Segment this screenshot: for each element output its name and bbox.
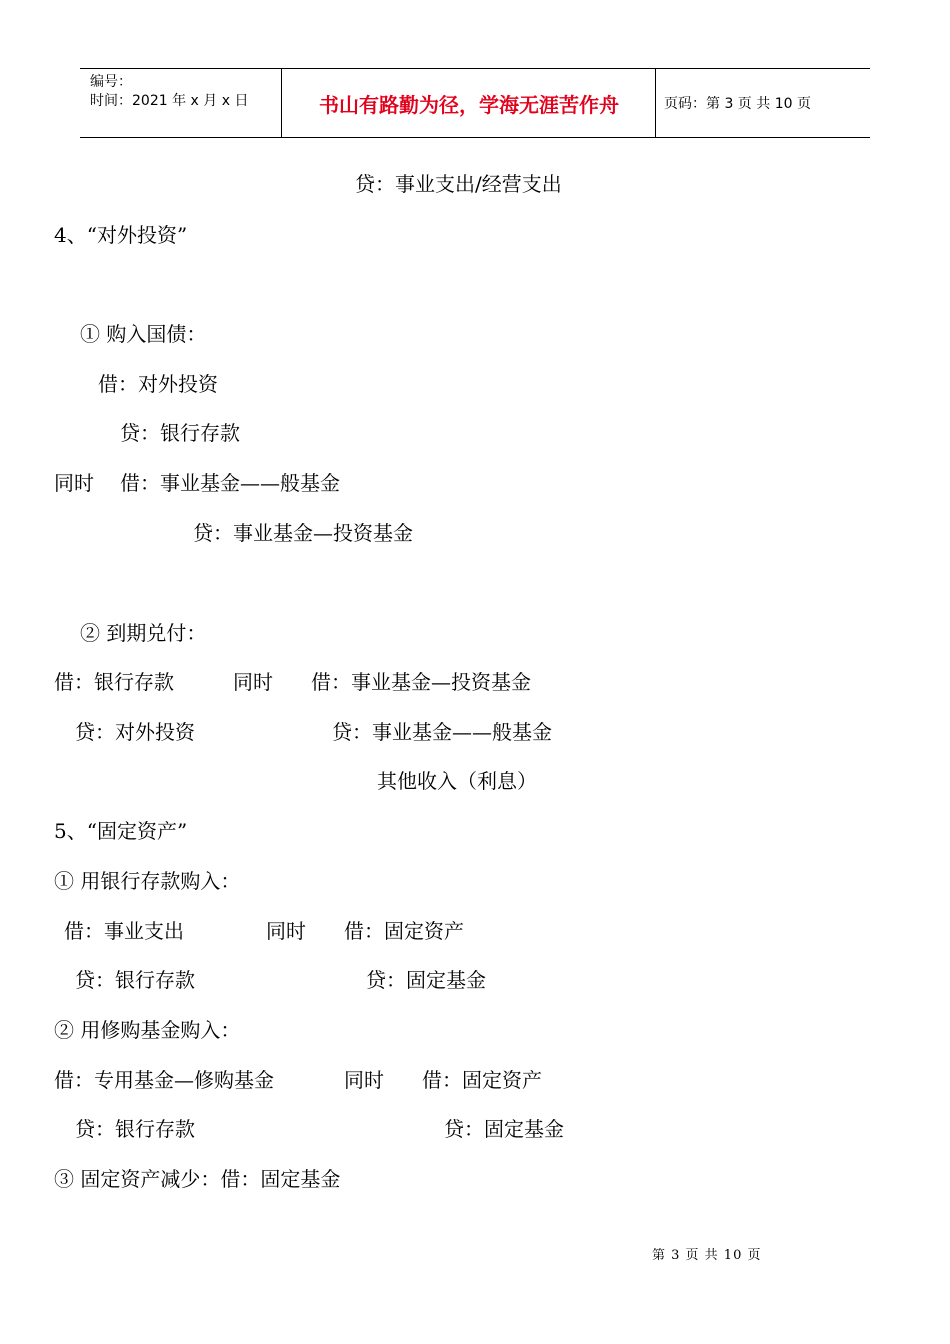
text-line: 其他收入（利息） — [377, 769, 537, 793]
text-line: 同时 — [266, 919, 306, 943]
text-line: 借：事业基金—投资基金 — [311, 670, 531, 694]
text-line: 贷：银行存款 — [120, 421, 240, 445]
text-line: 贷：固定基金 — [366, 968, 486, 992]
document-number-label: 编号： — [90, 74, 132, 90]
text-line: 借：固定资产 — [422, 1068, 542, 1092]
header-page-number: 页码：第 3 页 共 10 页 — [664, 96, 811, 112]
text-line: 借：固定资产 — [344, 919, 464, 943]
text-line: 借：银行存款 — [54, 670, 174, 694]
text-line: 贷：事业支出/经营支出 — [355, 172, 562, 196]
sub-heading: ② 用修购基金购入： — [54, 1018, 241, 1042]
page-header — [80, 68, 870, 138]
header-divider-right — [655, 69, 656, 137]
header-divider-left — [281, 69, 282, 137]
document-date-label: 时间：2021 年 x 月 x 日 — [90, 93, 249, 109]
text-line: 贷：银行存款 — [75, 1117, 195, 1141]
text-line: 同时 — [233, 670, 273, 694]
text-line: 同时 — [344, 1068, 384, 1092]
text-line: 贷：事业基金——般基金 — [332, 720, 552, 744]
text-line: 同时 — [54, 471, 94, 495]
sub-heading: ② 到期兑付： — [80, 621, 207, 645]
page-footer: 第 3 页 共 10 页 — [652, 1248, 762, 1263]
text-line: 贷：事业基金—投资基金 — [193, 521, 413, 545]
text-line: 贷：固定基金 — [444, 1117, 564, 1141]
text-line: 借：专用基金—修购基金 — [54, 1068, 274, 1092]
text-line: 借：事业支出 — [64, 919, 184, 943]
text-line: 借：对外投资 — [98, 372, 218, 396]
sub-heading: ① 用银行存款购入： — [54, 869, 241, 893]
section-heading: 5、“固定资产” — [54, 819, 188, 843]
sub-heading: ③ 固定资产减少：借：固定基金 — [54, 1167, 341, 1191]
text-line: 借：事业基金——般基金 — [120, 471, 340, 495]
section-heading: 4、“对外投资” — [54, 223, 188, 247]
sub-heading: ① 购入国债： — [80, 322, 207, 346]
text-line: 贷：银行存款 — [75, 968, 195, 992]
header-motto: 书山有路勤为径，学海无涯苦作舟 — [319, 93, 619, 117]
text-line: 贷：对外投资 — [75, 720, 195, 744]
